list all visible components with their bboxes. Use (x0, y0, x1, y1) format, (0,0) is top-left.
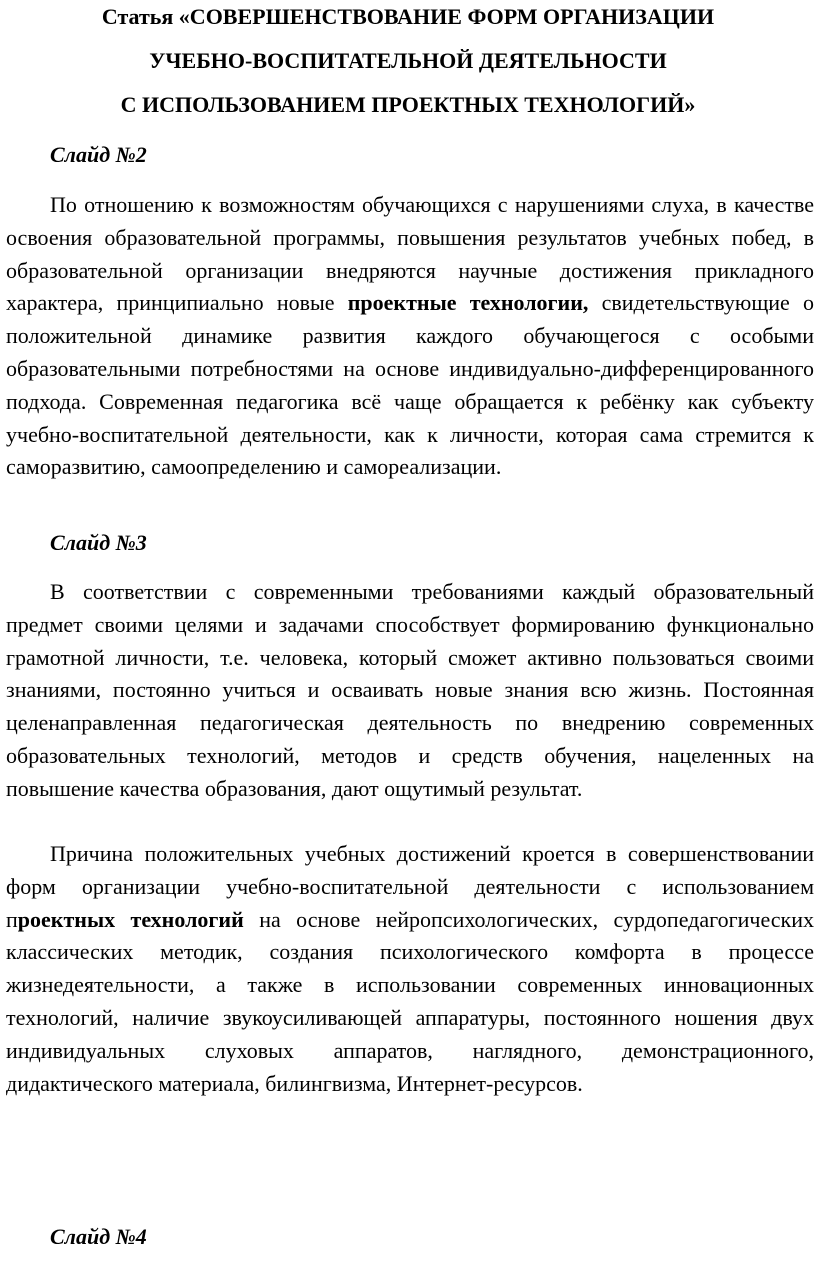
slide-3-paragraph-1: В соответствии с современными требованиями каждый образовательный предмет своими целями и задачами способствует формированию функционально грамотной личности, т.е. человека, который сможет активно пользоваться своими знаниями, постоянно учиться и осваивать новые знания всю жизнь. Постоянная целенаправленная педагогическая деятельность по внедрению современных образовательных технологий, методов и средств обучения, нацеленных на повышение качества образования, дают ощутимый результат. (6, 579, 814, 801)
article-title-line-3: С ИСПОЛЬЗОВАНИЕМ ПРОЕКТНЫХ ТЕХНОЛОГИЙ» (120, 92, 696, 117)
slide-2-text-part-1: По отношению к возможностям обучающихся с нарушениями слуха, в качестве освоения образовательной программы, повышения результатов учебных побед, в образовательной организации внедряются научные достижения прикладного характера, принципиально новые (6, 192, 814, 316)
slide-2-text-part-2: свидетельствующие о положительной динамике развития каждого обучающегося с особыми образовательными потребностями на основе индивидуально-дифференцированного подхода. Современная педагогика всё чаще обращается к ребёнку как субъекту учебно-воспитательной деятельности, как к личности, которая сама стремится к саморазвитию, самоопределению и самореализации. (6, 290, 814, 480)
slide-2-paragraph (6, 189, 814, 484)
slide-3-text-part-1: Причина положительных учебных достижений кроется в совершенствовании форм организации учебно-воспитательной деятельности с использованием п (6, 841, 814, 932)
article-title-line-1: Статья «СОВЕРШЕНСТВОВАНИЕ ФОРМ ОРГАНИЗАЦИИ (101, 4, 715, 29)
slide-2-bold-term: проектные технологии, (347, 290, 589, 316)
slide-3-bold-term: роектных технологий (17, 906, 244, 932)
slide-3-paragraph-2 (6, 838, 814, 1100)
slide-3-text-part-2: на основе нейропсихологических, сурдопедагогических классических методик, создания психологического комфорта в процессе жизнедеятельности, а также в использовании современных инновационных технологий, наличие звукоусиливающей аппаратуры, постоянного ношения двух индивидуальных слуховых аппаратов, наглядного, демонстрационного, дидактического материала, билингвизма, Интернет-ресурсов. (6, 906, 814, 1096)
slide-4-heading: Слайд №4 (50, 1224, 147, 1249)
slide-3-heading: Слайд №3 (50, 530, 147, 555)
slide-2-heading: Слайд №2 (50, 142, 147, 167)
article-title-line-2: УЧЕБНО-ВОСПИТАТЕЛЬНОЙ ДЕЯТЕЛЬНОСТИ (149, 48, 667, 73)
